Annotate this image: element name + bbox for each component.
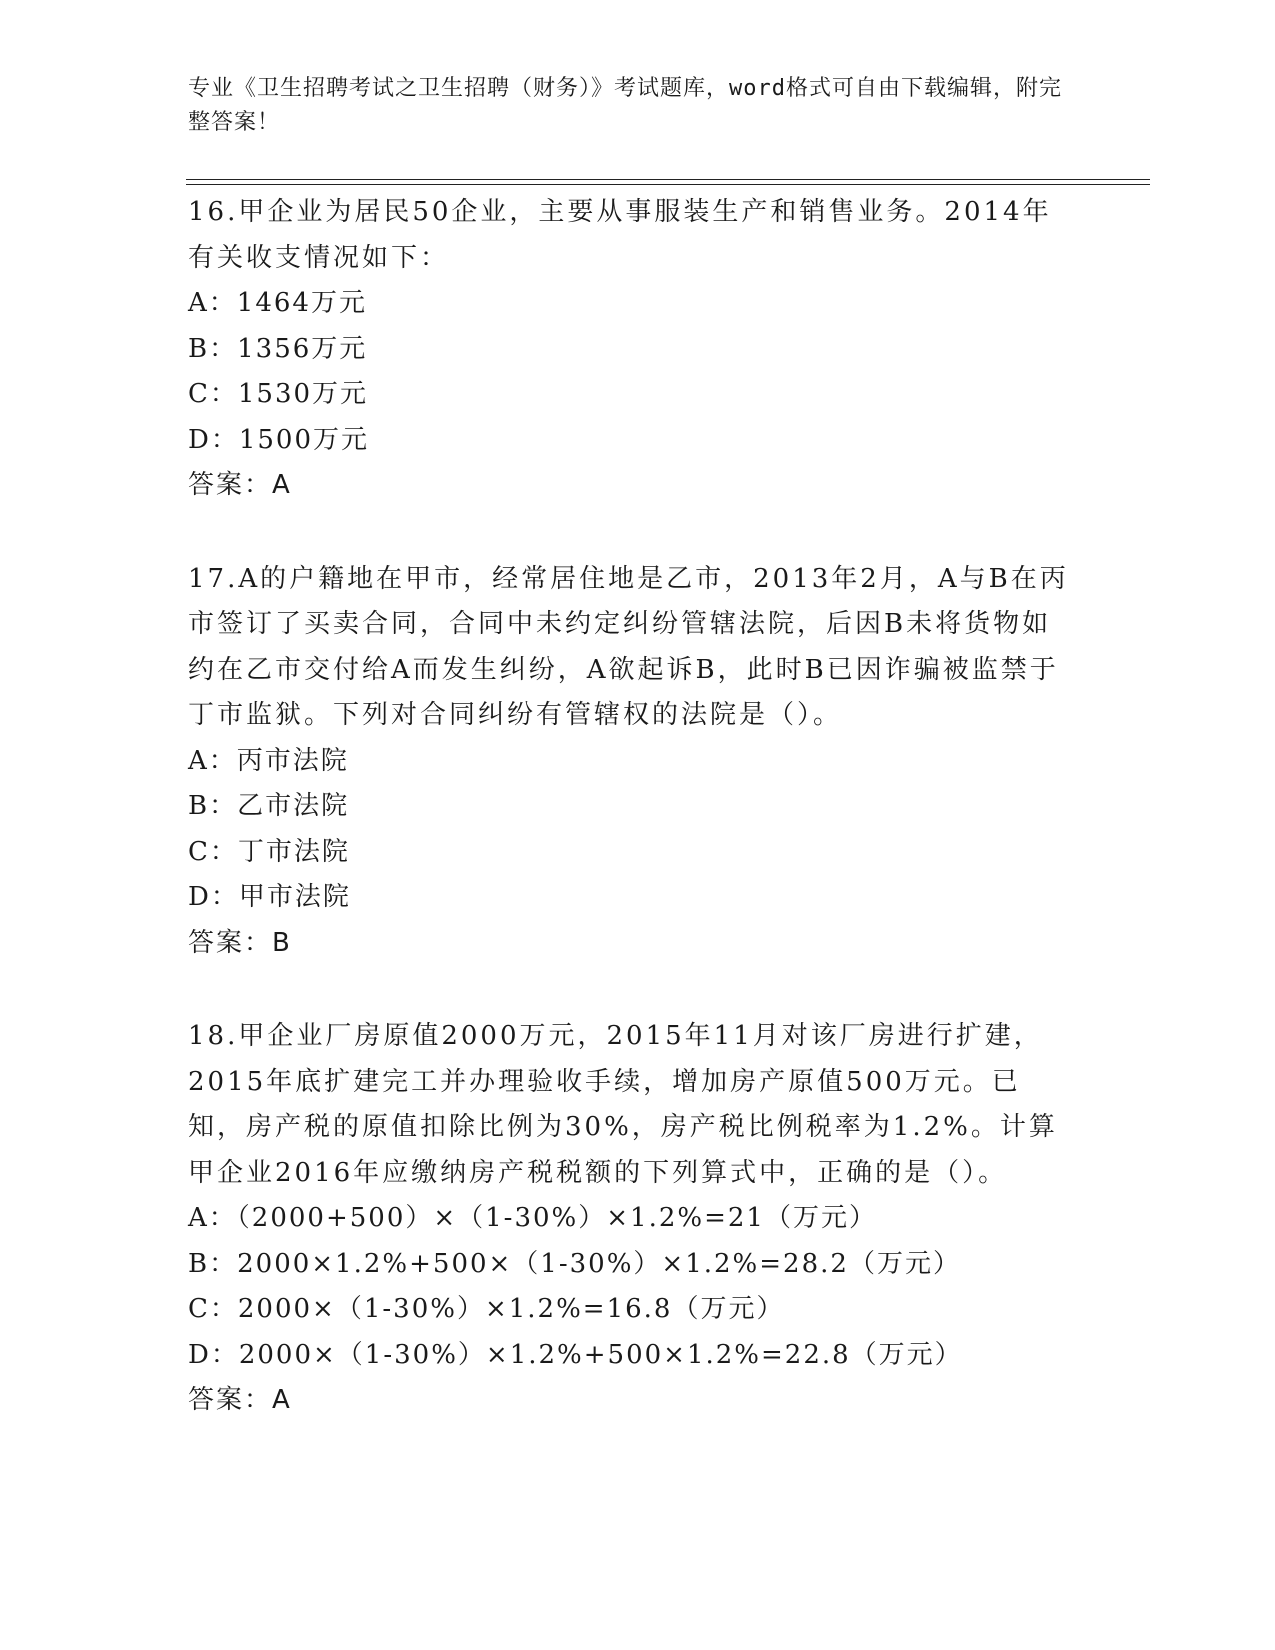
answer-label: 答案：A bbox=[188, 470, 292, 500]
option-b: B：1356万元 bbox=[188, 333, 368, 364]
question-list bbox=[188, 190, 1078, 1472]
option-d: D：2000×（1-30%）×1.2%+500×1.2%=22.8（万元） bbox=[188, 1339, 963, 1370]
question-16 bbox=[188, 190, 1078, 509]
option-b: B：2000×1.2%+500×（1-30%）×1.2%=28.2（万元） bbox=[188, 1248, 961, 1279]
option-c: C：丁市法院 bbox=[188, 836, 350, 867]
question-text: 18.甲企业厂房原值2000万元，2015年11月对该厂房进行扩建，2015年底扩建完工并办理验收手续，增加房产原值500万元。已知，房产税的原值扣除比例为30%，房产税比例税率为1.2%。计算甲企业2016年应缴纳房产税税额的下列算式中，正确的是（）。 bbox=[188, 1021, 1058, 1188]
question-17 bbox=[188, 557, 1078, 967]
question-text: 17.A的户籍地在甲市，经常居住地是乙市，2013年2月，A与B在丙市签订了买卖合同，合同中未约定纠纷管辖法院，后因B未将货物如约在乙市交付给A而发生纠纷，A欲起诉B，此时B已因诈骗被监禁于丁市监狱。下列对合同纠纷有管辖权的法院是（）。 bbox=[188, 563, 1069, 730]
option-d: D：1500万元 bbox=[188, 424, 370, 455]
question-18 bbox=[188, 1014, 1078, 1424]
header-divider-bottom bbox=[186, 184, 1150, 185]
option-a: A：1464万元 bbox=[188, 288, 367, 318]
option-a: A：（2000+500）×（1-30%）×1.2%=21（万元） bbox=[188, 1203, 877, 1233]
option-c: C：1530万元 bbox=[188, 379, 369, 409]
answer-label: 答案：A bbox=[188, 1385, 292, 1415]
option-d: D：甲市法院 bbox=[188, 882, 351, 912]
option-a: A：丙市法院 bbox=[188, 745, 349, 776]
option-b: B：乙市法院 bbox=[188, 791, 350, 821]
answer-label: 答案：B bbox=[188, 927, 292, 958]
page-header bbox=[188, 72, 1068, 140]
option-c: C：2000×（1-30%）×1.2%=16.8（万元） bbox=[188, 1294, 785, 1324]
question-text: 16.甲企业为居民50企业，主要从事服装生产和销售业务。2014年有关收支情况如下： bbox=[188, 197, 1052, 273]
header-title: 专业《卫生招聘考试之卫生招聘（财务）》考试题库，word格式可自由下载编辑，附完整答案！ bbox=[188, 76, 1062, 135]
header-divider-top bbox=[186, 179, 1150, 180]
